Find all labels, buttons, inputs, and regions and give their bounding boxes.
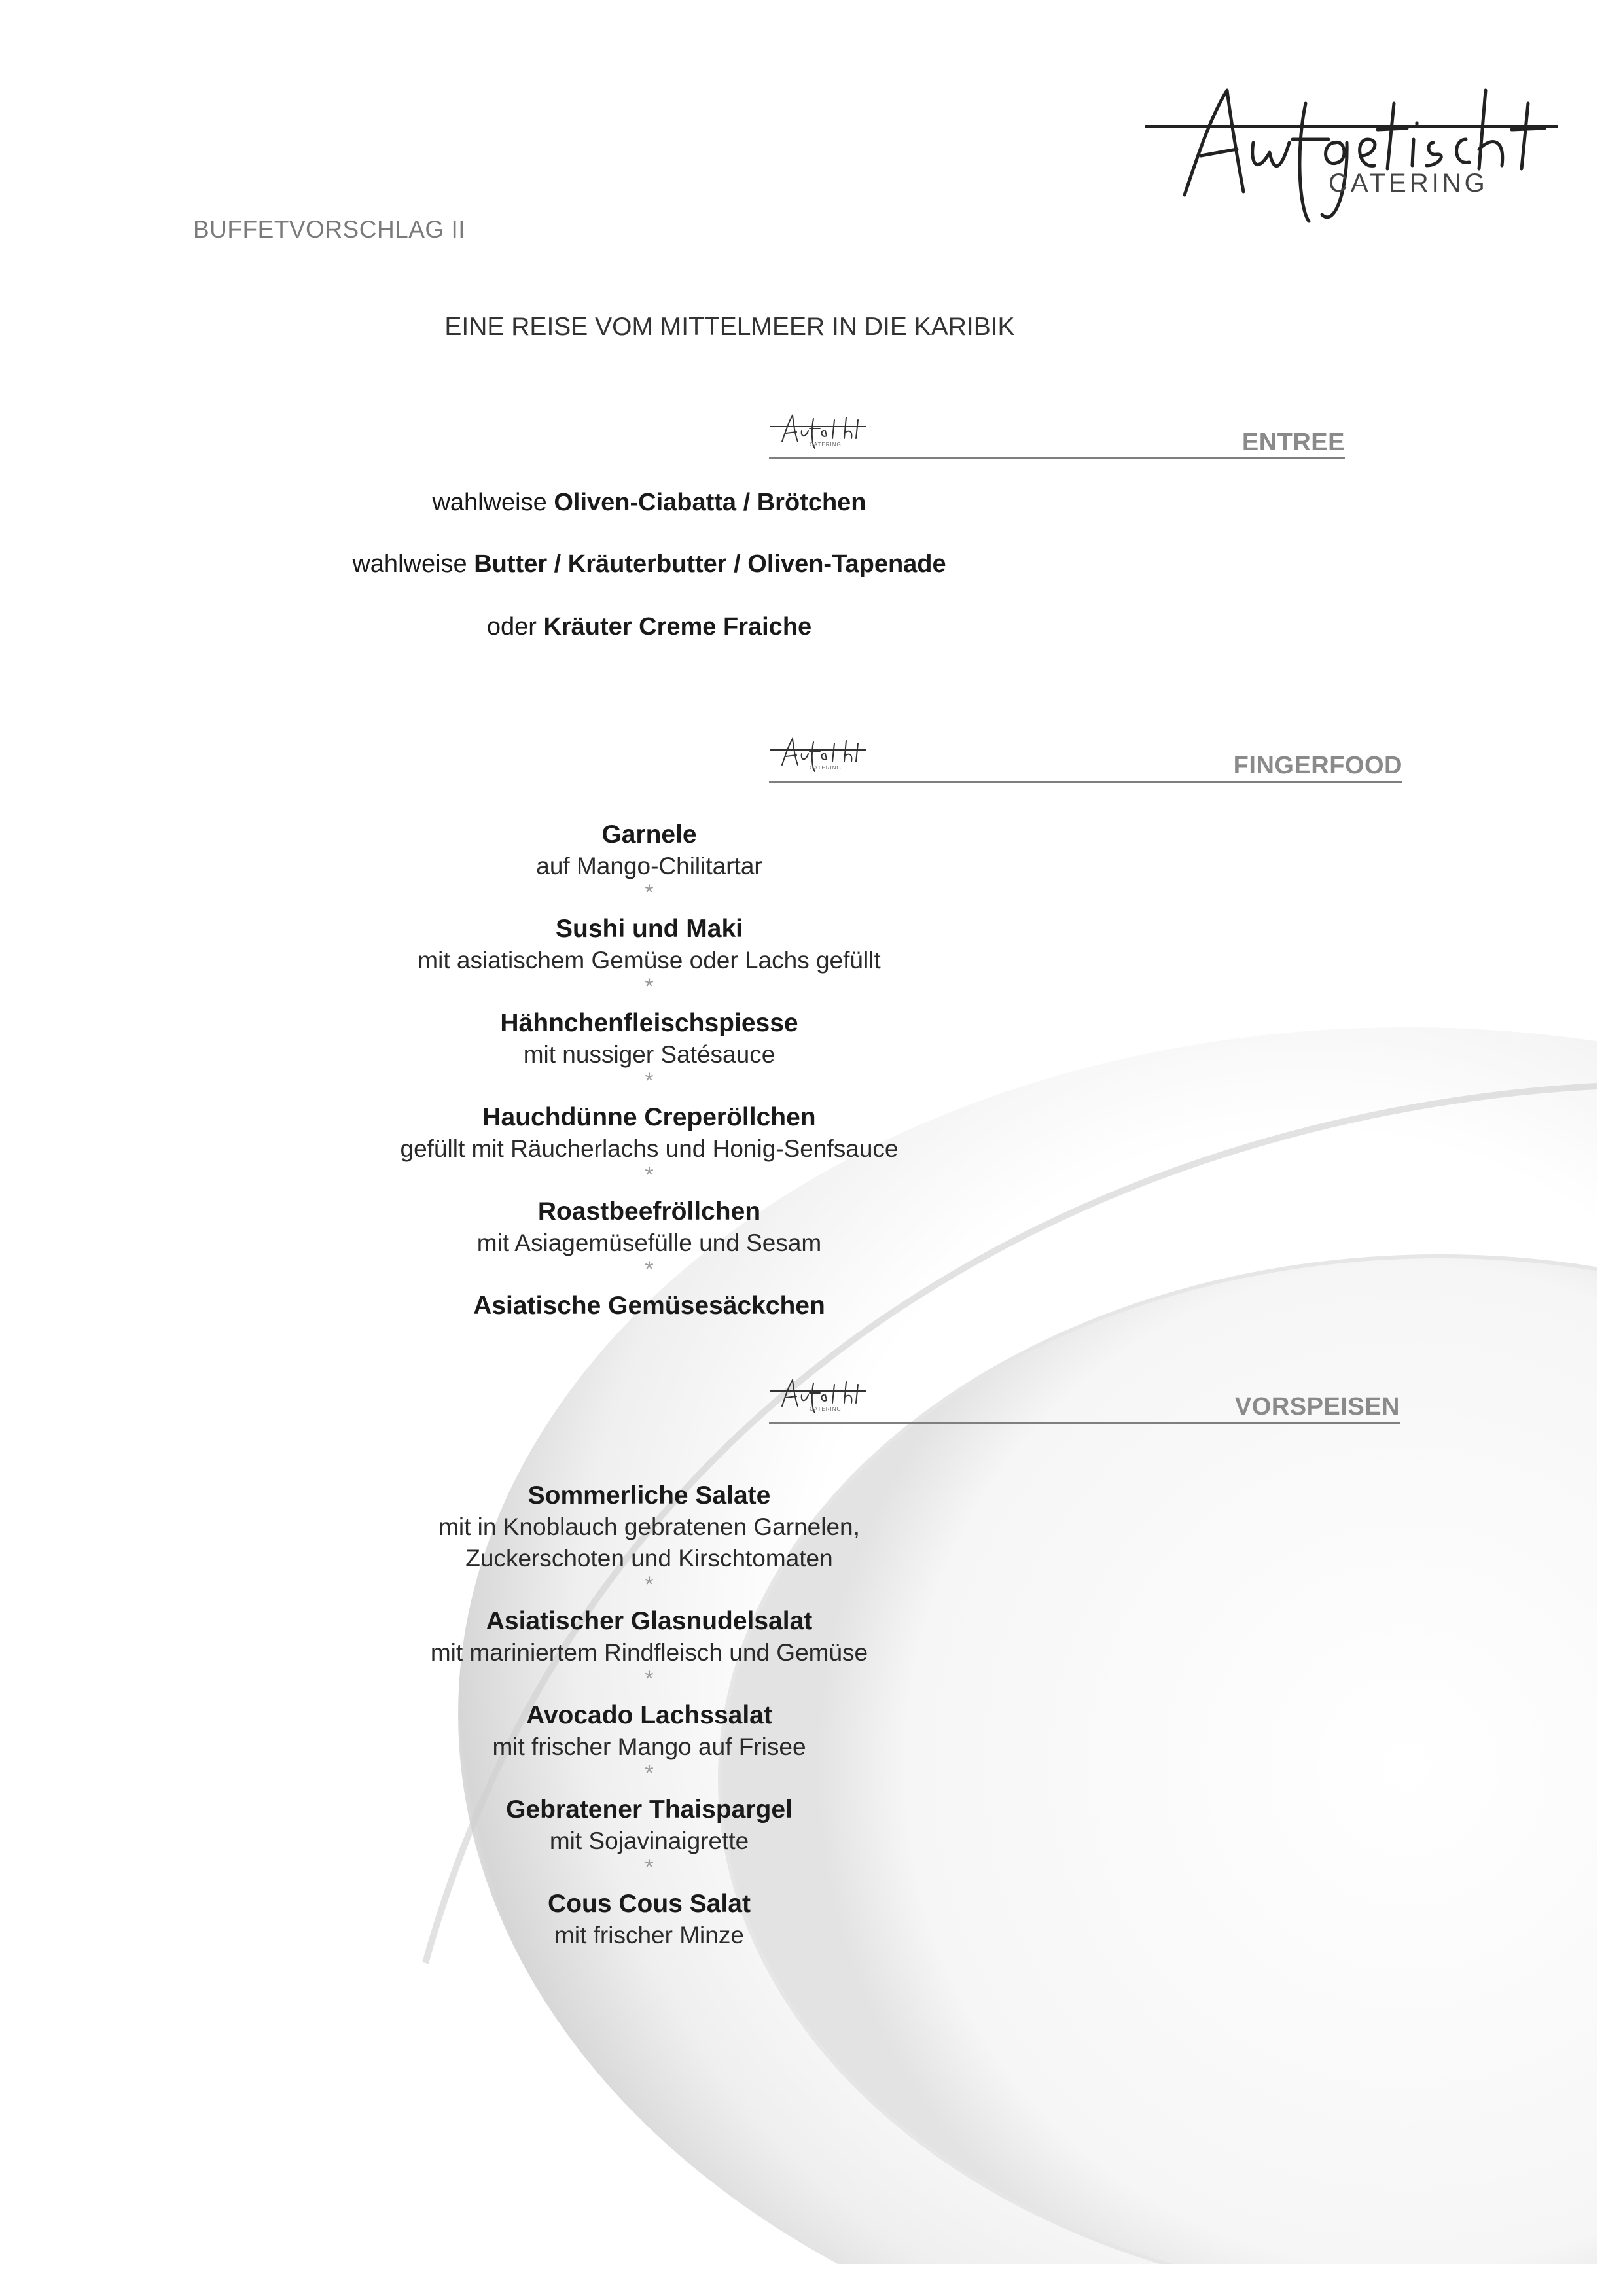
- separator-star: *: [645, 880, 654, 905]
- mini-logo-icon: [769, 735, 867, 775]
- separator-star: *: [645, 1572, 654, 1597]
- vorspeisen-item-title: Asiatischer Glasnudelsalat: [486, 1607, 813, 1635]
- svg-text:CATERING: CATERING: [810, 1406, 842, 1412]
- vorspeisen-item-title: Cous Cous Salat: [548, 1890, 751, 1918]
- fingerfood-item-desc: gefüllt mit Räucherlachs und Honig-Senfsauce: [400, 1135, 899, 1162]
- vorspeisen-item-desc: mit in Knoblauch gebratenen Garnelen,: [438, 1513, 860, 1540]
- vorspeisen-item-desc: mit frischer Mango auf Frisee: [492, 1733, 806, 1760]
- separator-star: *: [645, 1163, 654, 1188]
- fingerfood-item-title: Roastbeefröllchen: [537, 1197, 761, 1226]
- fingerfood-item-title: Hähnchenfleischspiesse: [500, 1009, 798, 1037]
- buffet-kicker: BUFFETVORSCHLAG II: [193, 216, 466, 243]
- section-title-vorspeisen: VORSPEISEN: [1234, 1393, 1400, 1421]
- mini-logo-icon: [769, 412, 867, 451]
- vorspeisen-item-desc: mit Sojavinaigrette: [549, 1828, 749, 1854]
- section-header-entree: [769, 412, 1345, 465]
- separator-star: *: [645, 1761, 654, 1786]
- vorspeisen-item-title: Gebratener Thaispargel: [506, 1795, 793, 1824]
- svg-text:CATERING: CATERING: [810, 442, 842, 448]
- mini-logo-icon: [769, 1377, 867, 1416]
- vorspeisen-item-desc: mit mariniertem Rindfleisch und Gemüse: [430, 1639, 868, 1666]
- section-header-fingerfood: [769, 735, 1402, 788]
- separator-star: *: [645, 1855, 654, 1880]
- entree-line-2: wahlweise Butter / Kräuterbutter / Oliven-Tapenade: [352, 550, 946, 578]
- separator-star: *: [645, 1069, 654, 1093]
- section-title-entree: ENTREE: [1241, 429, 1345, 456]
- entree-line-1: wahlweise Oliven-Ciabatta / Brötchen: [432, 489, 866, 516]
- brand-logo-signature: [1139, 77, 1571, 228]
- fingerfood-item-title: Garnele: [601, 821, 697, 849]
- separator-star: *: [645, 974, 654, 999]
- fingerfood-item-title: Hauchdünne Creperöllchen: [482, 1103, 816, 1131]
- fingerfood-item-desc: mit nussiger Satésauce: [523, 1041, 776, 1068]
- section-header-vorspeisen: [769, 1377, 1400, 1429]
- vorspeisen-item-desc: mit frischer Minze: [554, 1922, 744, 1949]
- fingerfood-item-title: Asiatische Gemüsesäckchen: [473, 1292, 825, 1320]
- vorspeisen-item-title: Avocado Lachssalat: [526, 1701, 772, 1729]
- logo-catering-text: CATERING: [1329, 169, 1488, 198]
- separator-star: *: [645, 1667, 654, 1691]
- fingerfood-item-desc: mit asiatischem Gemüse oder Lachs gefüllt: [418, 947, 881, 974]
- fingerfood-item-title: Sushi und Maki: [555, 915, 743, 943]
- entree-line-3: oder Kräuter Creme Fraiche: [486, 613, 812, 641]
- fingerfood-item-desc: auf Mango-Chilitartar: [536, 853, 762, 879]
- vorspeisen-item-desc: Zuckerschoten und Kirschtomaten: [465, 1545, 833, 1572]
- brand-logo: [1139, 77, 1571, 228]
- fingerfood-item-desc: mit Asiagemüsefülle und Sesam: [476, 1229, 822, 1256]
- section-title-fingerfood: FINGERFOOD: [1233, 752, 1402, 779]
- vorspeisen-item-title: Sommerliche Salate: [527, 1481, 771, 1510]
- separator-star: *: [645, 1257, 654, 1282]
- svg-text:CATERING: CATERING: [810, 765, 842, 771]
- menu-subtitle: EINE REISE VOM MITTELMEER IN DIE KARIBIK: [444, 313, 1015, 341]
